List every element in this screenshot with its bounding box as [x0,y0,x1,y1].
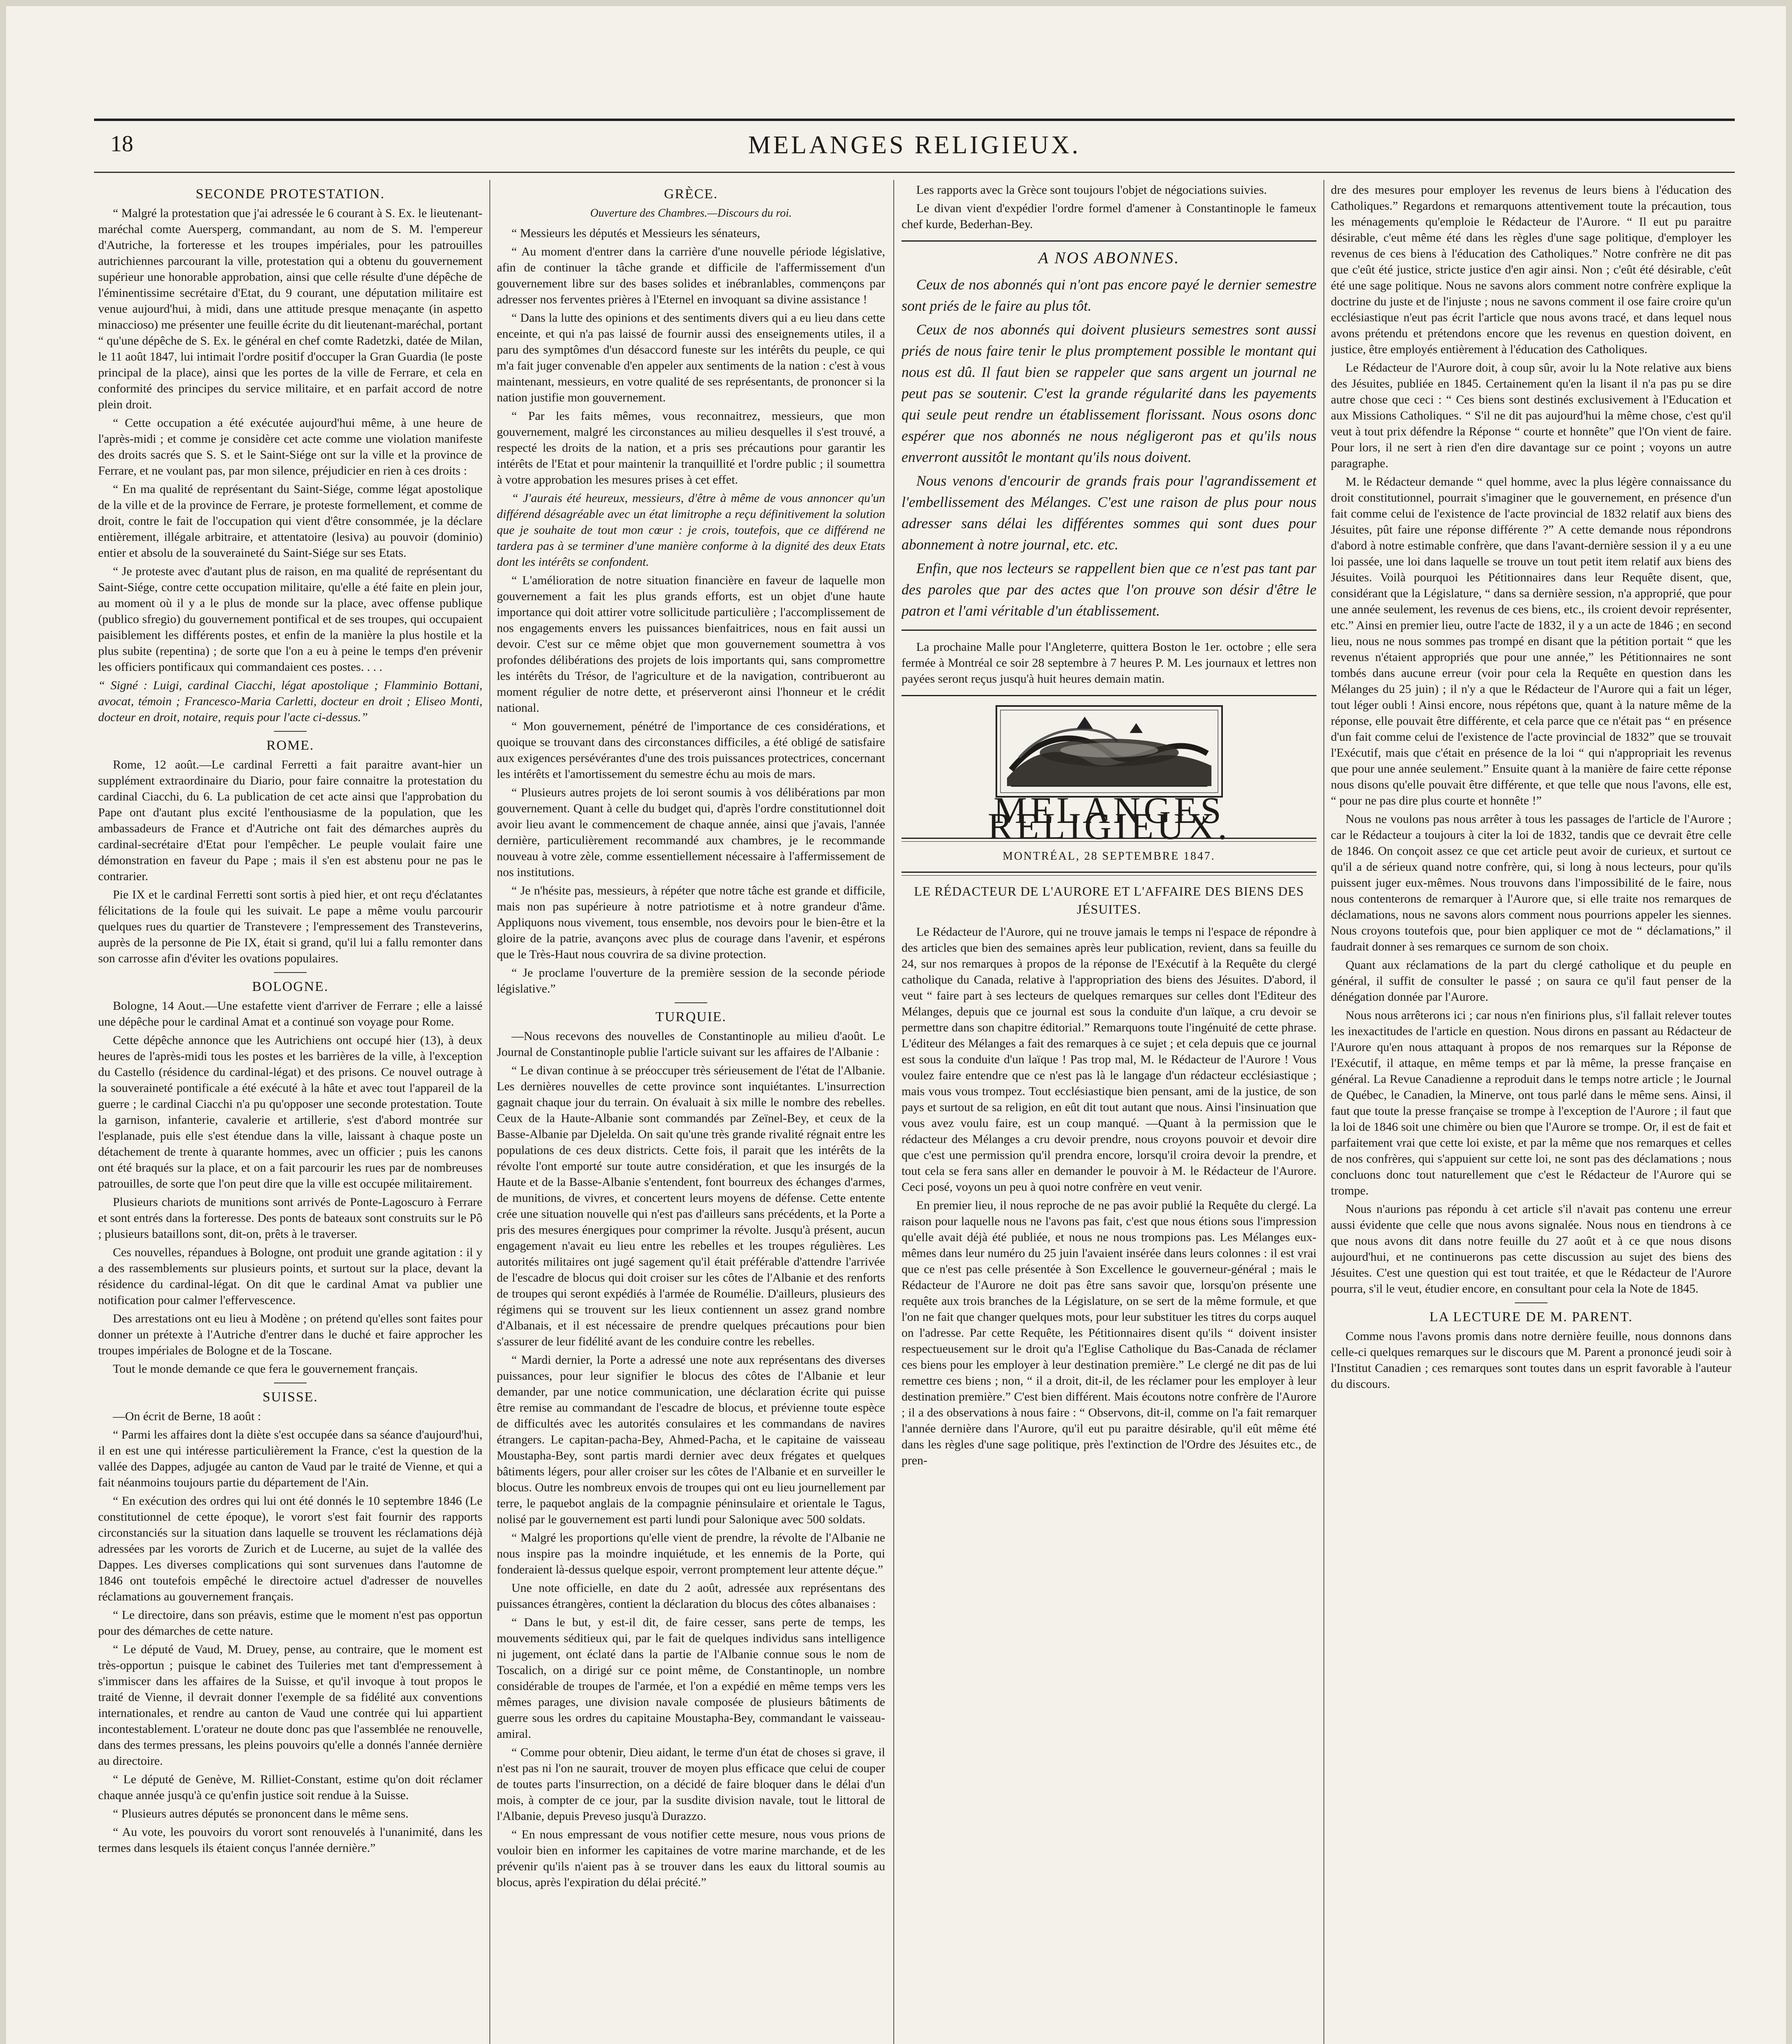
paragraph: Rome, 12 août.—Le cardinal Ferretti a fait paraitre avant-hier un supplément extraordinaire du Diario, pour faire connaitre la protestation du cardinal Ciacchi, du 6. La publication de cet acte ainsi que l'approbation du Pape ont d'autant plus excité l'enthousiasme de la population, que les ambassadeurs de France et d'Autriche ont fait des démarches auprès du cardinal-secrétaire d'Etat pour l'empêcher. Le peuple voulait faire une démonstration en faveur du Pape ; mais il s'en est abstenu pour ne pas le contrarier. [98,758,482,883]
paragraph: Nous venons d'encourir de grands frais pour l'agrandissement et l'embellissement des Mélanges. C'est une raison de plus pour nous adresser sans délai les différentes sommes qui sont dues pour abonnement à notre journal, etc. etc. [902,473,1317,553]
article-title: LE RÉDACTEUR DE L'AURORE ET L'AFFAIRE DES BIENS DES JÉSUITES. [914,884,1304,917]
paragraph: Nous nous arrêterons ici ; car nous n'en finirions plus, s'il fallait relever toutes les inexactitudes de l'article en question. Nous dirons en passant au Rédacteur de l'Aurore qu'en nous attaquant à propos de nos remarques sur la Réponse de l'Exécutif, il attaque, en même temps et par là même, la presse française en général. La Revue Canadienne a reproduit dans le temps notre article ; le Journal de Québec, le Canadien, la Minerve, ont tous parlé dans le même sens. Ainsi, il faut que toute la presse française se trompe à l'exception de l'Aurore ; il faut que la loi de 1846 soit une chimère ou bien que l'Aurore se trompe. Or, il est de fait et parfaitement vrai que cette loi existe, et par la même que nos remarques et celles de nos confrères, qui s'appuient sur cette loi, ne sont pas des déclamations ; nous concluons donc tout naturellement que c'est le Rédacteur de l'Aurore qui se trompe. [1331,1009,1731,1197]
section-heading: BOLOGNE. [252,979,329,994]
paragraph: “ Comme pour obtenir, Dieu aidant, le terme d'un état de choses si grave, il n'est pas ni l'on ne saurait, trouver de moyen plus efficace que celui de couper de toutes parts l'insurrection, on a décidé de faire bloquer dans le délai d'un mois, à compter de ce jour, par la susdite division navale, tout le littoral de l'Albanie, depuis Preveso jusqu'à Durazzo. [497,1746,885,1823]
paragraph: M. le Rédacteur demande “ quel homme, avec la plus légère connaissance du droit constitutionnel, pourrait s'imaginer que le gouvernement, en présence d'un fait comme celui de l'existence de l'acte provincial de 1832 relatif aux biens des Jésuites, pût faire une réponse différente ?” A cette demande nous répondrons d'abord à notre estimable confrère, que dans l'avant-dernière session il y a eu une loi passée, une loi dans laquelle se trouve un tout petit item relatif aux biens des Jésuites. Voilà pourquoi les Pétitionnaires dans leur Requête disent, que, considérant que la Législature, “ dans sa dernière session, n'a approprié, que pour une année seulement, les revenus de ces biens, etc., ils croient devoir représenter, etc.” Ainsi en premier lieu, outre l'acte de 1832, il y a un acte de 1846 ; en second lieu, nous ne nous sommes pas trompé en disant que la pétition portait “ que les revenus n'étaient appropriés que pour une année,” les Pétitionnaires ne sont tombés dans aucune erreur (voir pour cela la Requête en question dans les Mélanges du 25 juin) ; il n'y a que le Rédacteur de l'Aurore qui a fait un léger, tout léger oubli ! Ainsi encore, nous répétons que, quant à la nature même de la réponse, elle pouvait être différente, et cela parce que ce n'était pas “ en présence d'un fait comme celui de l'existence de l'acte provincial de 1832” que se trouvait l'Exécutif, mais que c'était en présence de la loi “ qui n'appropriait les revenus que pour une année seulement.” Ensuite quant à la manière de faire cette réponse nous disons qu'elle pouvait être différente, et que telle que nous l'avons, elle est, “ pour ne pas dire plus courte et honnête !” [1331,475,1731,807]
paragraph: “ Le divan continue à se préoccuper très sérieusement de l'état de l'Albanie. Les dernières nouvelles de cette province sont inquiétantes. L'insurrection gagnait chaque jour du terrain. On évaluait à six mille le nombre des rebelles. Ceux de la Haute-Albanie sont commandés par Zeïnel-Bey, et ceux de la Basse-Albanie par Djelelda. On sait qu'une très grande rivalité régnait entre les populations de ces deux districts. Cette fois, il parait que les intérêts de la révolte l'ont emporté sur toute autre considération, et que les insurgés de la Haute et de la Basse-Albanie s'entendent, font bourreux des échanges d'armes, de munitions, de vivres, et concertent leurs moyens de défense. Cette entente crée une situation nouvelle qui n'est pas d'ailleurs sans précédents, et la Porte a pris des mesures énergiques pour comprimer la révolte. Jusqu'à présent, aucun engagement n'avait eu lieu entre les rebelles et les troupes régulières. Les autorités militaires ont jugé sagement qu'il était préférable d'attendre l'arrivée de l'escadre de blocus qui doit croiser sur les côtes de l'Albanie et des renforts de troupes qui seront expédiés à l'armée de Roumélie. D'ailleurs, plusieurs des régimens qui se trouvent sur les lieux contiennent un assez grand nombre d'Albanais, et il est nécessaire de prendre quelques précautions pour bien s'assurer de leur fidélité avant de les conduire contre les rebelles. [497,1064,885,1348]
column-2 [497,182,885,2044]
paragraph: Comme nous l'avons promis dans notre dernière feuille, nous donnons dans celle-ci quelques remarques sur le discours que M. Parent a prononcé jeudi soir à l'Institut Canadien ; ces remarques sont toutes dans un esprit favorable à l'auteur du discours. [1331,1329,1731,1391]
separator [274,731,307,732]
paragraph: —Nous recevons des nouvelles de Constantinople au milieu d'août. Le Journal de Constantinople publie l'article suivant sur les affaires de l'Albanie : [497,1029,885,1059]
section-heading: TURQUIE. [655,1009,727,1024]
paragraph: Une note officielle, en date du 2 août, adressée aux représentans des puissances étrangères, contient la déclaration du blocus des côtes albanaises : [497,1581,885,1611]
paragraph: “ Par les faits mêmes, vous reconnaitrez, messieurs, que mon gouvernement, malgré les circonstances au milieu desquelles il s'est trouvé, a respecté les droits de la nation, et a pris ses précautions pour garantir les intérêts de l'Etat et pour maintenir la tranquillité et l'ordre public ; il soumettra à votre approbation les mesures prises à cet effet. [497,409,885,486]
paragraph: “ Je proteste avec d'autant plus de raison, en ma qualité de représentant du Saint-Siége, contre cette occupation militaire, qu'elle a été faite en plein jour, au moment où il y a le plus de monde sur la place, avec offense publique (publico sfregio) du gouvernement pontifical et de ses troupes, qui occupaient paisiblement les différents postes, et enfin de la manière la plus hostile et la plus subite (repentina) ; de sorte que l'on a eu à peine le temps d'en prévenir les officiers pontificaux qui commandaient ces postes. . . . [98,565,482,674]
separator [902,695,1317,696]
paragraph: dre des mesures pour employer les revenus de leurs biens à l'éducation des Catholiques.” Regardons et remarquons attentivement toute la précaution, tous les ménagements qu'emploie le Rédacteur de l'Aurore. “ Il eut pu paraitre désirable, c'eut même été dans les règles d'une sage politique, d'employer les revenus de ces biens à l'éducation des Catholiques.” Notre confrère ne dit pas que c'eût été justice, stricte justice d'en agir ainsi. Non ; c'eût été désirable, c'eût été une sage politique. Nous ne savons alors comment notre confrère explique la doctrine du juste et de l'injuste ; nous ne savons comment il ose faire croire qu'un ecclésiastique n'eut pas écrit l'article que nous avons tracé, et dans lequel nous avons prétendu et prétendons encore que les revenus en question doivent, en justice, être employés entièrement à l'éducation des Catholiques. [1331,183,1731,356]
dateline-rule [902,872,1317,876]
dateline: MONTRÉAL, 28 SEPTEMBRE 1847. [1003,850,1216,863]
section-heading: ROME. [266,738,314,753]
paragraph: Nous ne voulons pas nous arrêter à tous les passages de l'article de l'Aurore ; car le Rédacteur a toujours à citer la loi de 1832, tandis que ce devrait être celle de 1846. On conçoit assez ce que cet article peut avoir de curieux, et surtout ce qu'il a de sérieux quand notre confrère, qui, si long à nous lecteurs, pour qu'ils puissent juger eux-mêmes. Nous trouvons dans l'impossibilité de le faire, nous nous contenterons de remarquer à l'Aurore que, si elle traite nos remarques de déclamations, nous ne savons alors comment nous pourrions appeler les siennes. Nous croyons toutefois que, pour bien appliquer ce mot de “ déclamations,” il faudrait donner à ses remarques ce surnom de son choix. [1331,812,1731,953]
column-4 [1331,182,1731,2044]
paragraph: “ J'aurais été heureux, messieurs, d'être à même de vous annoncer qu'un différend désagréable avec un état limitrophe a reçu définitivement la solution que je souhaite de tout mon cœur : je crois, toutefois, que ce différend ne tardera pas à se terminer d'une manière conforme à la dignité des deux Etats dont les intérêts se confondent. [497,491,885,569]
paragraph: “ Malgré la protestation que j'ai adressée le 6 courant à S. Ex. le lieutenant-maréchal comte Auersperg, commandant, au nom de S. M. l'empereur d'Autriche, la forteresse et les troupes impériales, pour les patrouilles autrichiennes parcourant la ville, protestation qui a obtenu du gouvernement supérieur une honorable approbation, ainsi que celle résulte d'une dépêche de l'éminentissime secrétaire d'Etat, du 9 courant, une députation militaire est venue aujourd'hui, à midi, dans une attitude presque menaçante (in aspetto minaccioso) me présenter une feuille écrite du dit lieutenant-maréchal, portant “ qu'une dépêche de S. Ex. le général en chef comte Radetzki, datée de Milan, le 11 août 1847, lui intimait l'ordre positif d'occuper la Gran Guardia (le poste principal de la place), ainsi que les portes de la ville de Ferrare, et cela en conformité des principes du service militaire, et en parfait accord de notre plein droit. [98,206,482,411]
paragraph: “ Mon gouvernement, pénétré de l'importance de ces considérations, et quoique se trouvant dans des circonstances difficiles, a été obligé de satisfaire aux exigences persévérantes d'une des trois puissances protectrices, concernant les intérêts et l'amortissement du semestre échu au mois de mars. [497,719,885,781]
paragraph: Ceux de nos abonnés qui doivent plusieurs semestres sont aussi priés de nous faire tenir le plus promptement possible le montant qui nous est dû. Il faut bien se rappeler que sans argent un journal ne peut pas se soutenir. C'est la grande régularité dans les payements qui seule peut rendre un établissement florissant. Nous osons donc espérer que nos abonnés ne nous négligeront pas et qu'ils nous enverront aussitôt le montant qu'ils nous doivent. [902,321,1317,465]
header-rule [94,172,1735,173]
section-subheading: Ouverture des Chambres.—Discours du roi. [590,207,792,220]
masthead-vignette-illustration [995,704,1224,798]
page-header [94,123,1735,168]
paragraph: “ Parmi les affaires dont la diète s'est occupée dans sa séance d'aujourd'hui, il en est une qui intéresse particulièrement la France, c'est la question de la vallée des Dappes, adjugée au canton de Vaud par le traité de Vienne, et qui a fait néanmoins toujours partie du département de l'Ain. [98,1428,482,1489]
paragraph: “ Messieurs les députés et Messieurs les sénateurs, [511,226,760,240]
paragraph: “ Le député de Vaud, M. Druey, pense, au contraire, que le moment est très-opportun ; puisque le cabinet des Tuileries met tant d'empressement à s'immiscer dans les affaires de la Suisse, et qu'il invoque à tout propos le traité de Vienne, il devrait donner l'exemple de sa fidélité aux conventions internationales, et rendre au canton de Vaud une contrée qui lui appartient incontestablement. L'orateur ne doute donc pas que l'assemblée ne renouvelle, dans des termes pressans, les pleins pouvoirs qu'elle a donnés l'année dernière au directoire. [98,1643,482,1768]
paragraph: Bologne, 14 Aout.—Une estafette vient d'arriver de Ferrare ; elle a laissé une dépêche pour le cardinal Amat et a continué son voyage pour Rome. [98,999,482,1029]
paragraph: “ Je proclame l'ouverture de la première session de la seconde période législative.” [497,966,885,995]
notice-title: A NOS ABONNES. [1038,249,1180,267]
paragraph: Le divan vient d'expédier l'ordre formel d'amener à Constantinople le fameux chef kurde, Bederhan-Bey. [902,202,1317,231]
running-title: MELANGES RELIGIEUX. [748,131,1081,159]
column-divider [893,180,894,2044]
paragraph: Ces nouvelles, répandues à Bologne, ont produit une grande agitation : il y a des rassemblements sur plusieurs points, et surtout sur la place, devant la résidence du cardinal-légat. On dit que le cardinal Amat va publier une notification pour calmer l'effervescence. [98,1246,482,1307]
paragraph: Plusieurs chariots de munitions sont arrivés de Ponte-Lagoscuro à Ferrare et sont entrés dans la forteresse. Des ponts de bateaux sont construits sur le Pô ; plusieurs bataillons sont, dit-on, prêts à le traverser. [98,1195,482,1241]
paragraph: “ L'amélioration de notre situation financière en faveur de laquelle mon gouvernement a fait les plus grands efforts, est un objet d'une haute importance qui doit attirer votre sollicitude particulière ; l'accomplissement de nos engagements envers les puissances bienfaitrices, nous en fait aussi un devoir. C'est sur ce même objet que mon gouvernement soumettra à vos profondes délibérations des projets de lois importants qui, sans compromettre les intérêts du Trésor, de l'agriculture et de la navigation, contribueront au moment régulier de notre dette, et préserveront ainsi l'honneur et le crédit national. [497,574,885,715]
masthead-title: MELANGES RELIGIEUX. [987,789,1231,847]
page-number: 18 [110,131,133,157]
separator [902,630,1317,631]
paragraph: Pie IX et le cardinal Ferretti sont sortis à pied hier, et ont reçu d'éclatantes félicitations de la foule qui les suivait. Le pape a même voulu parcourir quelques rues du quartier de Transtevere ; l'empressement des Transteverins, auprès de la personne de Pie IX, était si grand, qu'il lui a fallu remonter dans son carrosse afin d'éviter les ovations populaires. [98,888,482,965]
paragraph: Des arrestations ont eu lieu à Modène ; on prétend qu'elles sont faites pour donner un prétexte à l'Autriche d'entrer dans le duché et faire approcher les troupes impériales de Bologne et de la Toscane. [98,1312,482,1357]
section-heading: LA LECTURE DE M. PARENT. [1429,1309,1633,1325]
paragraph: “ En exécution des ordres qui lui ont été donnés le 10 septembre 1846 (Le constitutionnel de cette époque), le vorort s'est fait fournir des rapports circonstanciés sur la situation dans laquelle se trouvent les réclamations déjà adressées par les vororts de Zurich et de Lucerne, au sujet de la vallée des Dappes. Les diverses complications qui sont survenues dans l'automne de 1846 ont toutefois empêché le directoire actuel d'adresser de nouvelles réclamations au gouvernement français. [98,1494,482,1603]
paragraph: “ En ma qualité de représentant du Saint-Siége, comme légat apostolique de la ville et de la province de Ferrare, je proteste formellement, et comme de droit, contre le fait de l'occupation qui vient d'être consommée, je la déclare entièrement, illégale arbitraire, et attentatoire (lesiva) au pouvoir (dominio) entier et absolu de la souveraineté du Saint-Siége sur ses Etats. [98,482,482,560]
paragraph: Ceux de nos abonnés qui n'ont pas encore payé le dernier semestre sont priés de le faire au plus tôt. [902,276,1317,314]
column-3 [902,182,1317,2044]
section-heading: GRÈCE. [664,186,718,202]
paragraph: “ Plusieurs autres projets de loi seront soumis à vos délibérations par mon gouvernement. Quant à celle du budget qui, d'après l'ordre constitutionnel doit avoir lieu avant le commencement de chaque année, ainsi que j'avais, l'année dernière, particulièrement recommandé aux chambres, je le recommande nouveau à votre zèle, comme essentiellement nécessaire à l'affermissement de nos institutions. [497,786,885,879]
paragraph: “ Dans la lutte des opinions et des sentiments divers qui a eu lieu dans cette enceinte, et qui n'a pas laissé de fournir aussi des enseignements utiles, il a paru des symptômes d'un désaccord funeste sur les intérêts du peuple, ce qui m'a fait juger convenable d'en appeler aux sentiments de la nation : c'est à vous maintenant, messieurs, en votre qualité de ses représentants, de prononcer si la nation justifie mon gouvernement. [497,311,885,404]
paragraph: —On écrit de Berne, 18 août : [113,1410,261,1423]
paragraph: Le Rédacteur de l'Aurore, qui ne trouve jamais le temps ni l'espace de répondre à des articles que bien des semaines après leur publication, revient, dans sa feuille du 24, sur nos remarques à propos de la réponse de l'Exécutif à la Requête du clergé catholique du Canada, relative à l'appropriation des biens des Jésuites. D'abord, il veut “ faire part à ses lecteurs de quelques remarques sur celles dont l'Editeur des Mélanges, depuis que ce journal est sous la conduite d'un laïque, a cru devoir se permettre dans son chapitre éditorial.” Remarquons toute l'ingénuité de cette phrase. L'éditeur des Mélanges a fait des remarques à ce sujet ; et cela depuis que ce journal est sous la conduite d'un laïque ! Pas trop mal, M. le Rédacteur de l'Aurore ! Vous voulez faire entendre que ce n'est pas là le langage d'un rédacteur ecclésiastique ; mais vous vous trompez. Tout ecclésiastique bien pensant, ami de la justice, de son pays et surtout de sa religion, en eût dit tout autant que nous. Ainsi l'insinuation que vous avez voulu faire, est un coup manqué. —Quant à la permission que le rédacteur des Mélanges a cru devoir prendre, nous croyons pouvoir et devoir dire que c'est une permission qu'il prendra encore, lorsqu'il croira devoir la prendre, et tout cela se fera sans aller en demander le pouvoir à M. le Rédacteur de l'Aurore. Ceci posé, voyons un peu à quoi notre confrère en veut venir. [902,925,1317,1194]
section-heading: SECONDE PROTESTATION. [195,186,385,202]
paragraph: En premier lieu, il nous reproche de ne pas avoir publié la Requête du clergé. La raison pour laquelle nous ne l'avons pas fait, c'est que nous étions sous l'impression qu'elle avait déjà été publiée, et nous ne nous trompions pas. Les Mélanges eux-mêmes dans leur numéro du 25 juin l'avaient insérée dans leurs colonnes : il est vrai que ce n'est pas celle présentée à Son Excellence le gouverneur-général ; mais le Rédacteur de l'Aurore ne doit pas être sans savoir que, lorsqu'on présente une requête aux trois branches de la Législature, on se sert de la même formule, et que l'on ne fait que changer quelques mots, pour leur substituer les titres du corps auquel on l'adresse. Par cette Requête, les Pétitionnaires disent qu'ils “ doivent insister respectueusement sur le droit qu'a l'Eglise Catholique du Bas-Canada de réclamer ces biens pour les employer à leur destination première.” Le clergé ne dit pas de lui remettre ces biens ; non, “ il a droit, dit-il, de les réclamer pour les employer à leur destination première.” C'est bien différent. Mais écoutons notre confrère de l'Aurore ; il a des observations à nous faire : “ Observons, dit-il, comme on l'a fait remarquer l'année dernière dans l'Aurore, qu'il eut pu paraitre désirable, qu'il eût même été dans les règles d'une sage politique, près l'extinction de l'Ordre des Jésuites etc., de pren- [902,1199,1317,1467]
subscribers-notice [902,250,1317,621]
paragraph: “ Le député de Genève, M. Rilliet-Constant, estime qu'on doit réclamer chaque année jusqu'à ce qu'enfin justice soit rendue à la Suisse. [98,1773,482,1802]
separator [675,1002,707,1003]
paragraph: “ Au moment d'entrer dans la carrière d'une nouvelle période législative, afin de continuer la tâche grande et difficile de l'affermissement d'un gouvernement libre sur des bases solides et inébranlables, commençons par adresser nos ferventes prières à l'Eternel en invoquant sa divine assistance ! [497,245,885,306]
paragraph: Tout le monde demande ce que fera le gouvernement français. [113,1362,418,1376]
top-rule [94,119,1735,121]
paragraph: “ Mardi dernier, la Porte a adressé une note aux représentans des diverses puissances, pour leur signifier le blocus des côtes de l'Albanie et leur demander, par une notice communication, une déclaration écrite qui puisse être remise au commandant de l'escadre de blocus, et prévienne toute espèce de difficultés avec les autorités consulaires et les commandans de navires étrangers. Le capitan-pacha-Bey, Ahmed-Pacha, et le capitaine de vaisseau Moustapha-Bey, sont partis mardi dernier avec deux frégates et quelques bâtiments légers, pour aller croiser sur les côtes de l'Albanie et en surveiller le blocus. Outre les nombreux envois de troupes qui ont eu lieu journellement par terre, le paquebot anglais de la compagnie péninsulaire et orientale le Tagus, nolisé par le gouvernement est parti lundi pour Salonique avec 500 soldats. [497,1353,885,1526]
paragraph: Cette dépêche annonce que les Autrichiens ont occupé hier (13), à deux heures de l'après-midi tous les postes et les barrières de la ville, à l'exception du Castello (résidence du cardinal-légat) et des prisons. Ce nouvel outrage à la souveraineté pontificale a été exécuté à la hâte et avec tout l'appareil de la guerre ; le cardinal Ciacchi n'a pu qu'opposer une seconde protestation. Toute la garnison, infanterie, cavalerie et artillerie, s'est d'abord montrée sur l'esplanade, puis elle s'est étendue dans la ville, laissant à chaque poste un détachement de trente à quarante hommes, avec un officier ; puis les canons ont été braqués sur la place, et on a fait parcourir les rues par de nombreuses patrouilles, de sorte que l'on peut dire que la ville est occupée militairement. [98,1033,482,1190]
paragraph: “ Je n'hésite pas, messieurs, à répéter que notre tâche est grande et difficile, mais non pas supérieure à notre patriotisme et à notre grandeur d'âme. Appliquons nous vivement, tous ensemble, nos devoirs pour le bien-être et la gloire de la patrie, avançons avec plus de courage dans l'avenir, et espérons que le Très-Haut nous couvrira de sa divine protection. [497,884,885,961]
engraved-vignette-icon [995,704,1224,798]
signature-block: “ Signé : Luigi, cardinal Ciacchi, légat apostolique ; Flamminio Bottani, avocat, témoin ; Francesco-Maria Carletti, docteur en droit ; Eliseo Monti, docteur en droit, notaire, requis pour l'acte ci-dessus.” [98,679,482,724]
paragraph: “ En nous empressant de vous notifier cette mesure, nous vous prions de vouloir bien en informer les capitaines de votre marine marchande, et de les prévenir qu'ils n'aient pas à se trouver dans les eaux du littoral soumis au blocus, après l'expiration du délai précité.” [497,1828,885,1889]
paragraph: Le Rédacteur de l'Aurore doit, à coup sûr, avoir lu la Note relative aux biens des Jésuites, publiée en 1845. Certainement qu'en la lisant il n'a pas pu se dire autre chose que ceci : “ Ces biens sont destinés exclusivement à l'Education et aux Missions Catholiques. “ S'il ne dit pas aujourd'hui la même chose, c'est qu'il veut à tout prix défendre la Réponse “ courte et honnête” que l'On vient de faire. Pour lors, il ne sert à rien d'en dire davantage sur ce point ; voyons un autre paragraphe. [1331,361,1731,470]
paragraph: Enfin, que nos lecteurs se rappellent bien que ce n'est pas tant par des paroles que par des actes que l'on prouve son désir d'être le patron et l'ami véritable d'un établissement. [902,560,1317,619]
column-divider [489,180,490,2044]
paragraph: “ Dans le but, y est-il dit, de faire cesser, sans perte de temps, les mouvements séditieux qui, par le fait de quelques individus sans intelligence ni jugement, ont éclaté dans la partie de l'Albanie connue sous le nom de Toscalich, on a dirigé sur ce point même, de Constantinople, un nombre considérable de troupes de l'armée, et l'on a expédié en même temps vers les mêmes parages, une division navale composée de plusieurs bâtiments de guerre sous les ordres du capitaine Moustapha-Bey, commandant le vaisseau-amiral. [497,1616,885,1741]
paragraph: “ Plusieurs autres députés se prononcent dans le même sens. [113,1807,409,1820]
separator [274,972,307,973]
paragraph: Les rapports avec la Grèce sont toujours l'objet de négociations suivies. [916,183,1267,197]
paragraph: Quant aux réclamations de la part du clergé catholique et du peuple en général, il suffit de consulter le passé ; on saura ce qu'il faut penser de la dénégation donnée par l'Aurore. [1331,958,1731,1004]
column-divider [1323,180,1324,2044]
separator [1515,1302,1548,1303]
column-1 [98,182,482,2044]
section-heading: SUISSE. [262,1390,318,1405]
paragraph: “ Le directoire, dans son préavis, estime que le moment n'est pas opportun pour des démarches de cette nature. [98,1608,482,1638]
mail-notice: La prochaine Malle pour l'Angleterre, quittera Boston le 1er. octobre ; elle sera fermée à Montréal ce soir 28 septembre à 7 heures P. M. Les journaux et lettres non payées seront reçus jusqu'à huit heures demain matin. [902,640,1317,686]
paragraph: “ Cette occupation a été exécutée aujourd'hui même, à une heure de l'après-midi ; et comme je considère cet acte comme une violation manifeste des droits sacrés que S. S. et le Saint-Siége ont sur la ville et la province de Ferrare, et ne voulant pas, par mon silence, préjudicier en rien à ces droits : [98,416,482,477]
paragraph: “ Malgré les proportions qu'elle vient de prendre, la révolte de l'Albanie ne nous inspire pas la moindre inquiétude, et les ennemis de la Porte, qui fonderaient là-dessus quelque espoir, verront promptement leur attente déçue.” [497,1531,885,1576]
paragraph: Nous n'aurions pas répondu à cet article s'il n'avait pas contenu une erreur aussi évidente que celle que nous avons signalée. Nous nous en tiendrons à ce que nous avons dit dans notre feuille du 27 août et à ce que nous disons aujourd'hui, et ne continuerons pas cette discussion au sujet des biens des Jésuites. C'est une question qui est tout traitée, et que le Rédacteur de l'Aurore pourra, s'il le veut, étudier encore, en consultant pour cela la Note de 1845. [1331,1202,1731,1295]
separator [902,240,1317,242]
paragraph: “ Au vote, les pouvoirs du vorort sont renouvelés à l'unanimité, dans les termes dans lesquels ils étaient conçus l'année dernière.” [98,1825,482,1855]
